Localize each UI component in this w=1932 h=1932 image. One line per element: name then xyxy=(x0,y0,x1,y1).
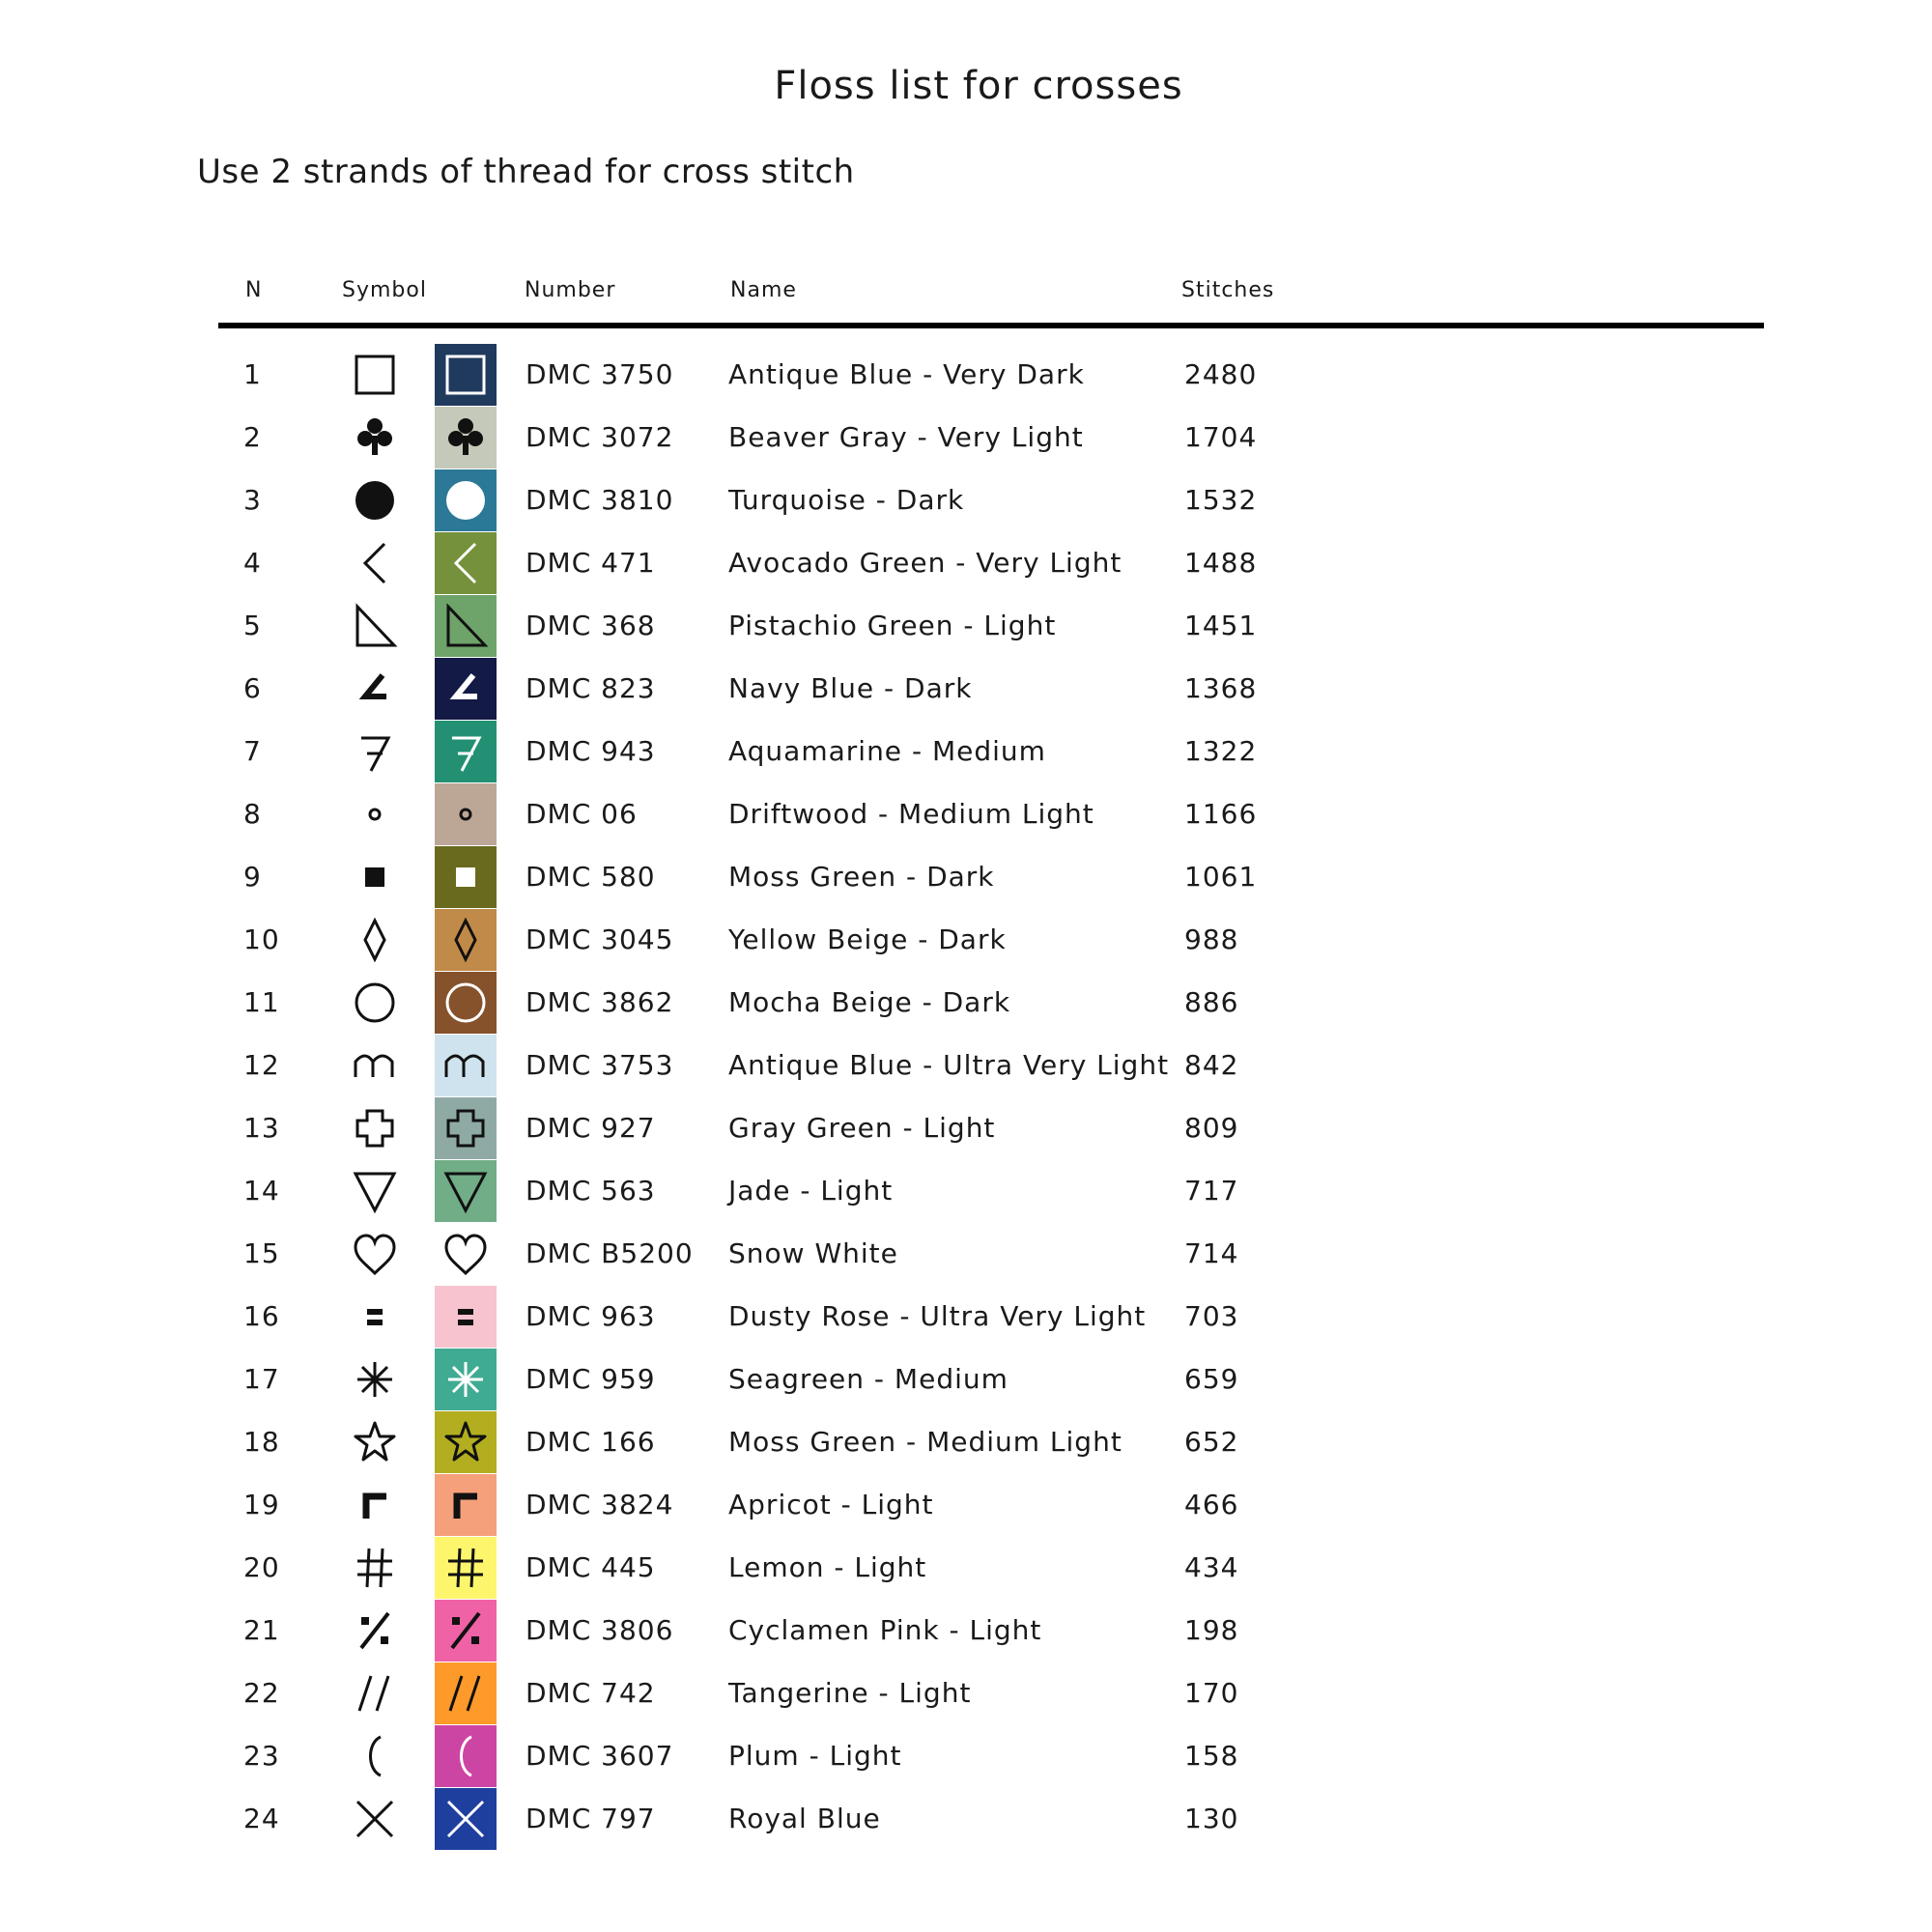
floss-number: DMC 823 xyxy=(526,672,656,704)
asterisk-icon xyxy=(344,1349,406,1410)
color-swatch xyxy=(435,407,497,469)
club-icon xyxy=(344,407,406,469)
cross-outline-icon xyxy=(344,1097,406,1159)
table-row xyxy=(0,1349,1932,1410)
table-row xyxy=(0,721,1932,782)
floss-number: DMC 963 xyxy=(526,1300,656,1332)
stitch-count: 717 xyxy=(1184,1175,1239,1207)
row-number: 6 xyxy=(243,672,262,704)
stitch-count: 703 xyxy=(1184,1300,1239,1332)
floss-name: Snow White xyxy=(728,1237,898,1269)
table-row xyxy=(0,344,1932,406)
color-swatch xyxy=(435,344,497,406)
floss-name: Plum - Light xyxy=(728,1740,902,1772)
row-number: 19 xyxy=(243,1489,280,1520)
floss-number: DMC B5200 xyxy=(526,1237,694,1269)
floss-name: Moss Green - Medium Light xyxy=(728,1426,1122,1458)
floss-name: Cyclamen Pink - Light xyxy=(728,1614,1042,1646)
floss-number: DMC 580 xyxy=(526,861,656,893)
table-row xyxy=(0,1160,1932,1222)
row-number: 21 xyxy=(243,1614,280,1646)
floss-name: Apricot - Light xyxy=(728,1489,934,1520)
stitch-count: 170 xyxy=(1184,1677,1239,1709)
row-number: 23 xyxy=(243,1740,280,1772)
right-triangle-icon xyxy=(344,595,406,657)
row-number: 22 xyxy=(243,1677,280,1709)
double-slash-icon xyxy=(344,1662,406,1724)
floss-number: DMC 927 xyxy=(526,1112,656,1144)
row-number: 12 xyxy=(243,1049,280,1081)
row-number: 9 xyxy=(243,861,262,893)
small-circle-icon xyxy=(344,783,406,845)
color-swatch xyxy=(435,1662,497,1724)
row-number: 7 xyxy=(243,735,262,767)
color-swatch xyxy=(435,1349,497,1410)
row-number: 8 xyxy=(243,798,262,830)
angle-icon xyxy=(344,658,406,720)
color-swatch xyxy=(435,1097,497,1159)
color-swatch xyxy=(435,532,497,594)
stitch-count: 2480 xyxy=(1184,358,1258,390)
column-header-name: Name xyxy=(730,278,797,302)
table-row xyxy=(0,909,1932,971)
row-number: 5 xyxy=(243,610,262,641)
row-number: 24 xyxy=(243,1803,280,1834)
star-icon xyxy=(344,1411,406,1473)
floss-name: Yellow Beige - Dark xyxy=(728,923,1007,955)
floss-name: Driftwood - Medium Light xyxy=(728,798,1094,830)
stitch-count: 1322 xyxy=(1184,735,1258,767)
table-row xyxy=(0,407,1932,469)
table-row xyxy=(0,1223,1932,1285)
row-number: 20 xyxy=(243,1551,280,1583)
color-swatch xyxy=(435,1223,497,1285)
color-swatch xyxy=(435,783,497,845)
equals-icon xyxy=(344,1286,406,1348)
row-number: 18 xyxy=(243,1426,280,1458)
page-title: Floss list for crosses xyxy=(774,64,1183,108)
color-swatch xyxy=(435,1286,497,1348)
stitch-count: 1532 xyxy=(1184,484,1258,516)
row-number: 11 xyxy=(243,986,280,1018)
floss-number: DMC 3607 xyxy=(526,1740,674,1772)
floss-number: DMC 797 xyxy=(526,1803,656,1834)
floss-number: DMC 445 xyxy=(526,1551,656,1583)
stitch-count: 466 xyxy=(1184,1489,1239,1520)
floss-name: Turquoise - Dark xyxy=(728,484,965,516)
floss-number: DMC 742 xyxy=(526,1677,656,1709)
floss-number: DMC 3045 xyxy=(526,923,674,955)
floss-number: DMC 3824 xyxy=(526,1489,674,1520)
heart-icon xyxy=(344,1223,406,1285)
floss-number: DMC 3810 xyxy=(526,484,674,516)
row-number: 10 xyxy=(243,923,280,955)
table-row xyxy=(0,1097,1932,1159)
stitch-count: 1061 xyxy=(1184,861,1258,893)
table-row xyxy=(0,1725,1932,1787)
color-swatch xyxy=(435,1160,497,1222)
column-header-number: Number xyxy=(525,278,616,302)
color-swatch xyxy=(435,1788,497,1850)
square-outline-icon xyxy=(344,344,406,406)
floss-name: Antique Blue - Very Dark xyxy=(728,358,1085,390)
crescent-icon xyxy=(344,1725,406,1787)
table-row xyxy=(0,1600,1932,1662)
floss-name: Gray Green - Light xyxy=(728,1112,996,1144)
floss-number: DMC 3862 xyxy=(526,986,674,1018)
row-number: 17 xyxy=(243,1363,280,1395)
table-row xyxy=(0,1035,1932,1096)
stitch-count: 1488 xyxy=(1184,547,1258,579)
floss-name: Seagreen - Medium xyxy=(728,1363,1009,1395)
row-number: 16 xyxy=(243,1300,280,1332)
color-swatch xyxy=(435,721,497,782)
stitch-count: 659 xyxy=(1184,1363,1239,1395)
stitch-count: 1166 xyxy=(1184,798,1258,830)
floss-number: DMC 06 xyxy=(526,798,638,830)
percent-icon xyxy=(344,1600,406,1662)
color-swatch xyxy=(435,1600,497,1662)
table-row xyxy=(0,1537,1932,1599)
row-number: 4 xyxy=(243,547,262,579)
row-number: 13 xyxy=(243,1112,280,1144)
row-number: 3 xyxy=(243,484,262,516)
down-triangle-icon xyxy=(344,1160,406,1222)
stitch-count: 809 xyxy=(1184,1112,1239,1144)
floss-number: DMC 959 xyxy=(526,1363,656,1395)
floss-name: Avocado Green - Very Light xyxy=(728,547,1122,579)
color-swatch xyxy=(435,1035,497,1096)
table-row xyxy=(0,1662,1932,1724)
color-swatch xyxy=(435,469,497,531)
floss-name: Jade - Light xyxy=(728,1175,894,1207)
floss-number: DMC 471 xyxy=(526,547,656,579)
stitch-count: 1704 xyxy=(1184,421,1258,453)
table-row xyxy=(0,783,1932,845)
floss-name: Royal Blue xyxy=(728,1803,881,1834)
table-row xyxy=(0,1474,1932,1536)
less-than-icon xyxy=(344,532,406,594)
stitch-count: 988 xyxy=(1184,923,1239,955)
table-row xyxy=(0,469,1932,531)
row-number: 14 xyxy=(243,1175,280,1207)
stitch-count: 130 xyxy=(1184,1803,1239,1834)
floss-name: Navy Blue - Dark xyxy=(728,672,973,704)
column-header-stitches: Stitches xyxy=(1181,278,1275,302)
floss-name: Beaver Gray - Very Light xyxy=(728,421,1084,453)
floss-number: DMC 3753 xyxy=(526,1049,674,1081)
filled-square-icon xyxy=(344,846,406,908)
corner-icon xyxy=(344,1474,406,1536)
floss-number: DMC 368 xyxy=(526,610,656,641)
stitch-count: 652 xyxy=(1184,1426,1239,1458)
color-swatch xyxy=(435,1474,497,1536)
filled-circle-icon xyxy=(344,469,406,531)
table-row xyxy=(0,595,1932,657)
table-row xyxy=(0,1286,1932,1348)
floss-name: Lemon - Light xyxy=(728,1551,927,1583)
table-row xyxy=(0,972,1932,1034)
row-number: 1 xyxy=(243,358,262,390)
color-swatch xyxy=(435,1725,497,1787)
stitch-count: 1451 xyxy=(1184,610,1258,641)
header-rule xyxy=(218,323,1764,328)
table-row xyxy=(0,1788,1932,1850)
floss-number: DMC 166 xyxy=(526,1426,656,1458)
row-number: 15 xyxy=(243,1237,280,1269)
x-icon xyxy=(344,1788,406,1850)
color-swatch xyxy=(435,846,497,908)
floss-name: Dusty Rose - Ultra Very Light xyxy=(728,1300,1147,1332)
table-row xyxy=(0,532,1932,594)
color-swatch xyxy=(435,1411,497,1473)
seven-icon xyxy=(344,721,406,782)
table-row xyxy=(0,846,1932,908)
instructions-subtitle: Use 2 strands of thread for cross stitch xyxy=(197,153,855,191)
color-swatch xyxy=(435,595,497,657)
floss-name: Pistachio Green - Light xyxy=(728,610,1057,641)
stitch-count: 842 xyxy=(1184,1049,1239,1081)
hash-icon xyxy=(344,1537,406,1599)
stitch-count: 886 xyxy=(1184,986,1239,1018)
table-row xyxy=(0,658,1932,720)
row-number: 2 xyxy=(243,421,262,453)
floss-name: Moss Green - Dark xyxy=(728,861,995,893)
floss-number: DMC 3072 xyxy=(526,421,674,453)
stitch-count: 1368 xyxy=(1184,672,1258,704)
color-swatch xyxy=(435,658,497,720)
stitch-count: 198 xyxy=(1184,1614,1239,1646)
floss-name: Mocha Beige - Dark xyxy=(728,986,1011,1018)
floss-name: Tangerine - Light xyxy=(728,1677,972,1709)
floss-number: DMC 943 xyxy=(526,735,656,767)
floss-number: DMC 563 xyxy=(526,1175,656,1207)
column-header-symbol: Symbol xyxy=(342,278,427,302)
stitch-count: 714 xyxy=(1184,1237,1239,1269)
floss-name: Antique Blue - Ultra Very Light xyxy=(728,1049,1170,1081)
floss-number: DMC 3750 xyxy=(526,358,674,390)
floss-number: DMC 3806 xyxy=(526,1614,674,1646)
stitch-count: 434 xyxy=(1184,1551,1239,1583)
color-swatch xyxy=(435,972,497,1034)
stitch-count: 158 xyxy=(1184,1740,1239,1772)
column-header-n: N xyxy=(245,278,263,302)
color-swatch xyxy=(435,1537,497,1599)
table-row xyxy=(0,1411,1932,1473)
diamond-icon xyxy=(344,909,406,971)
circle-outline-icon xyxy=(344,972,406,1034)
floss-name: Aquamarine - Medium xyxy=(728,735,1046,767)
color-swatch xyxy=(435,909,497,971)
m-icon xyxy=(344,1035,406,1096)
